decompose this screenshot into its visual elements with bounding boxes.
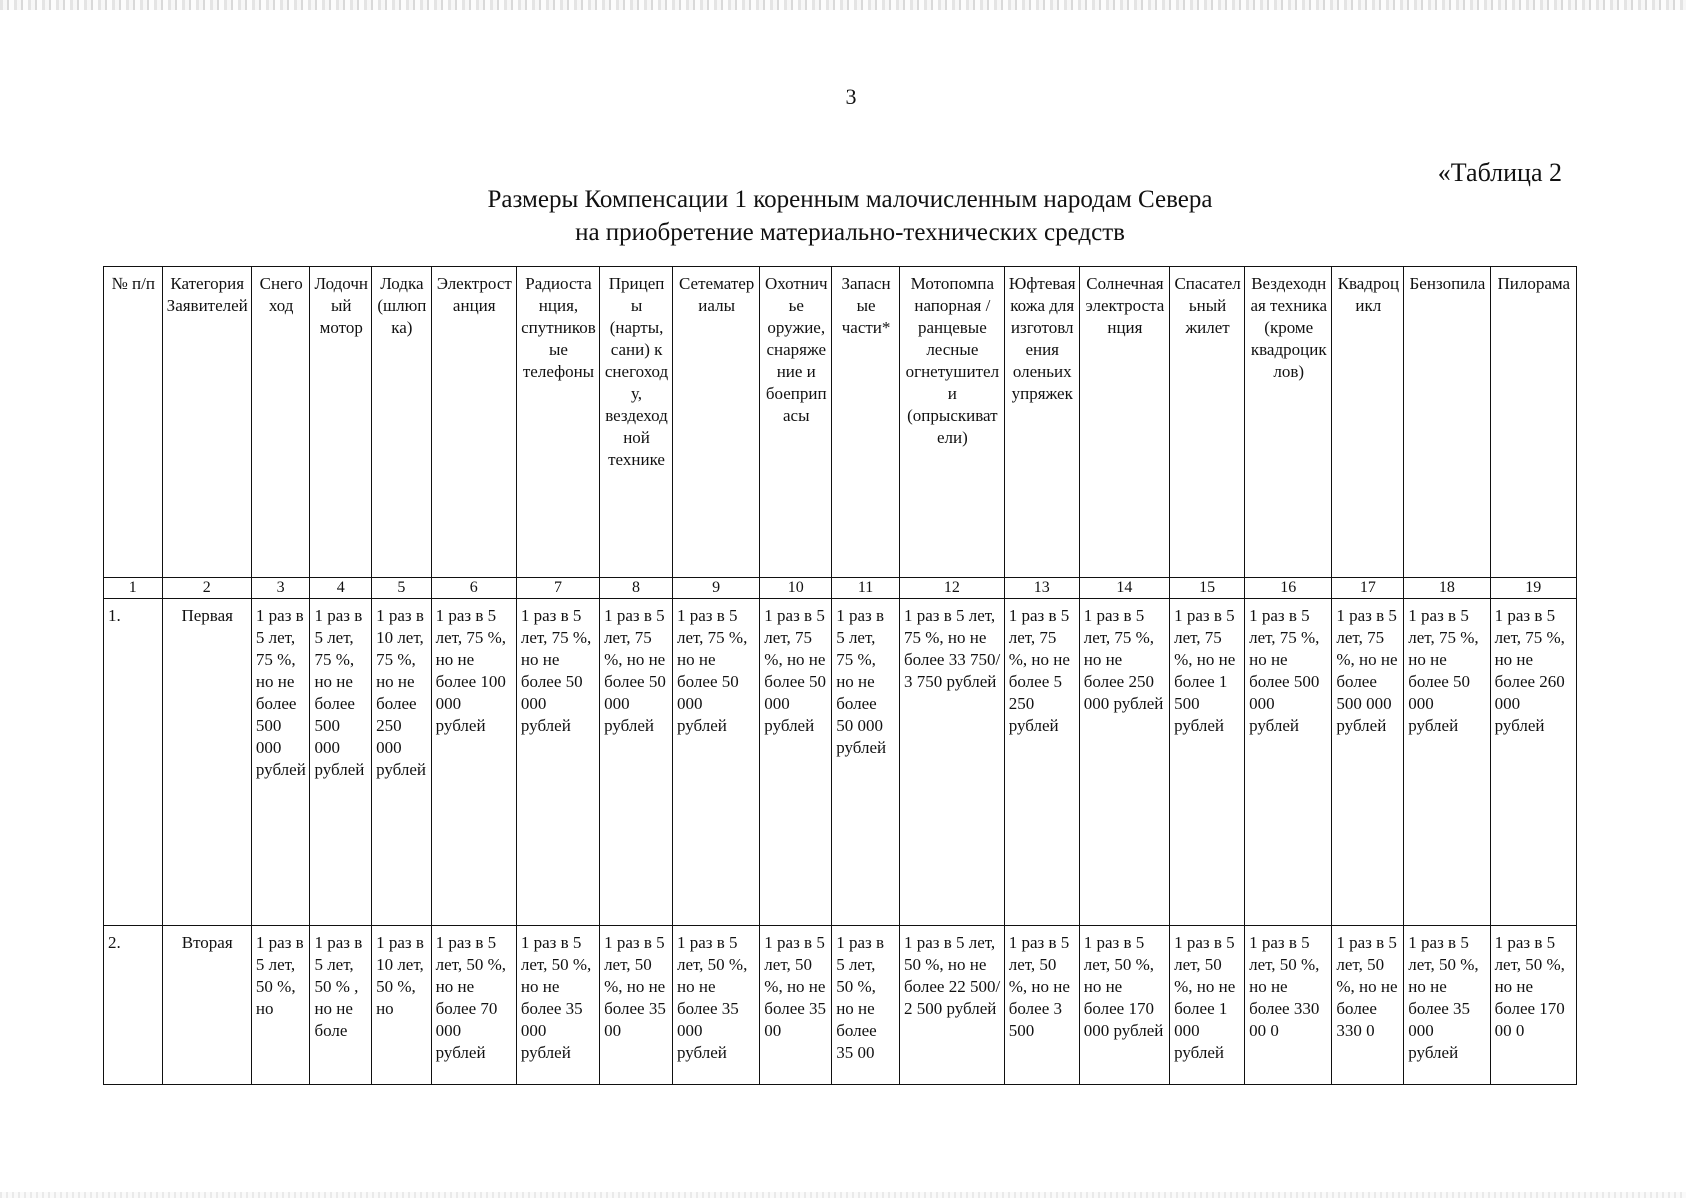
table-cell: 1 раз в 5 лет, 50 %, но не более 35 000 рублей: [1404, 926, 1490, 1085]
table-row: [104, 926, 1577, 1085]
header-cell: Снегоход: [251, 267, 310, 578]
header-cell: Запасные части*: [832, 267, 900, 578]
table-cell: 1 раз в 10 лет, 50 %, но: [372, 926, 432, 1085]
column-number-cell: 13: [1004, 578, 1079, 599]
header-cell: Лодочный мотор: [310, 267, 372, 578]
header-cell: Бензопила: [1404, 267, 1490, 578]
document-title-line-2: на приобретение материально-технических средств: [575, 219, 1125, 246]
header-cell: Спасательный жилет: [1170, 267, 1245, 578]
column-number-cell: 18: [1404, 578, 1490, 599]
column-number-cell: 9: [673, 578, 760, 599]
row-category: Первая: [162, 599, 251, 926]
table-cell: 1 раз в 5 лет, 75 %, но не более 50 000 рублей: [673, 599, 760, 926]
table-cell: 1 раз в 5 лет, 75 %, но не более 500 000 рублей: [251, 599, 310, 926]
table-cell: 1 раз в 5 лет, 75 %, но не более 500 000 рублей: [1332, 599, 1404, 926]
header-cell: Пилорама: [1490, 267, 1576, 578]
column-number-cell: 4: [310, 578, 372, 599]
table-header-row: [104, 267, 1577, 578]
table-cell: 1 раз в 5 лет, 50 %, но не более 170 00 0: [1490, 926, 1576, 1085]
header-cell: Мотопомпа напорная /ранцевые лесные огнетушители (опрыскиватели): [899, 267, 1004, 578]
row-number: 2.: [104, 926, 163, 1085]
header-cell: Квадроцикл: [1332, 267, 1404, 578]
table-cell: 1 раз в 5 лет, 75 %, но не более 1 500 рублей: [1170, 599, 1245, 926]
row-category: Вторая: [162, 926, 251, 1085]
table-cell: 1 раз в 5 лет, 50 % , но не боле: [310, 926, 372, 1085]
column-number-cell: 15: [1170, 578, 1245, 599]
column-number-cell: 7: [516, 578, 599, 599]
table-cell: 1 раз в 5 лет, 50 %, но не более 330 0: [1332, 926, 1404, 1085]
table-cell: 1 раз в 5 лет, 75 %, но не более 33 750/ 3 750 рублей: [899, 599, 1004, 926]
header-cell: Категория Заявителей: [162, 267, 251, 578]
column-number-cell: 16: [1245, 578, 1332, 599]
row-number: 1.: [104, 599, 163, 926]
table-cell: 1 раз в 5 лет, 50 %, но не более 35 000 рублей: [516, 926, 599, 1085]
table-cell: 1 раз в 5 лет, 50 %, но: [251, 926, 310, 1085]
table-cell: 1 раз в 5 лет, 75 %, но не более 5 250 рублей: [1004, 599, 1079, 926]
table-cell: 1 раз в 5 лет, 50 %, но не более 3 500: [1004, 926, 1079, 1085]
table-cell: 1 раз в 5 лет, 50 %, но не более 1 000 рублей: [1170, 926, 1245, 1085]
header-cell: Вездеходная техника (кроме квадроциклов): [1245, 267, 1332, 578]
table-cell: 1 раз в 5 лет, 75 %, но не более 50 000 рублей: [832, 599, 900, 926]
header-cell: Охотничье оружие, снаряжение и боеприпасы: [760, 267, 832, 578]
table-cell: 1 раз в 5 лет, 75 %, но не более 100 000 рублей: [431, 599, 516, 926]
table-cell: 1 раз в 5 лет, 50 %, но не более 35 000 рублей: [673, 926, 760, 1085]
table-cell: 1 раз в 5 лет, 50 %, но не более 70 000 рублей: [431, 926, 516, 1085]
scan-edge-bottom: [0, 1192, 1686, 1198]
header-cell: Сетематериалы: [673, 267, 760, 578]
header-cell: Радиостанция, спутниковые телефоны: [516, 267, 599, 578]
document-title-line-1: Размеры Компенсации 1 коренным малочисленным народам Севера: [487, 186, 1213, 213]
table-cell: 1 раз в 5 лет, 75 %, но не более 250 000 рублей: [1079, 599, 1169, 926]
column-number-cell: 14: [1079, 578, 1169, 599]
column-number-cell: 1: [104, 578, 163, 599]
column-number-cell: 2: [162, 578, 251, 599]
header-cell: № п/п: [104, 267, 163, 578]
column-number-cell: 10: [760, 578, 832, 599]
header-cell: Юфтевая кожа для изготовления оленьих упряжек: [1004, 267, 1079, 578]
table-cell: 1 раз в 5 лет, 75 %, но не более 500 000 рублей: [1245, 599, 1332, 926]
table-cell: 1 раз в 5 лет, 75 %, но не более 50 000 рублей: [600, 599, 673, 926]
table-cell: 1 раз в 5 лет, 50 %, но не более 170 000 рублей: [1079, 926, 1169, 1085]
header-cell: Солнечная электростанция: [1079, 267, 1169, 578]
table-cell: 1 раз в 5 лет, 50 %, но не более 330 00 0: [1245, 926, 1332, 1085]
column-number-cell: 3: [251, 578, 310, 599]
header-cell: Прицепы (нарты, сани) к снегоходу, вездеходной технике: [600, 267, 673, 578]
column-number-cell: 17: [1332, 578, 1404, 599]
table-label: «Таблица 2: [1437, 158, 1562, 187]
compensation-table: [103, 266, 1577, 1085]
column-number-cell: 11: [832, 578, 900, 599]
column-number-cell: 6: [431, 578, 516, 599]
table-cell: 1 раз в 5 лет, 50 %, но не более 35 00: [760, 926, 832, 1085]
column-number-cell: 19: [1490, 578, 1576, 599]
table-cell: 1 раз в 5 лет, 50 %, но не более 35 00: [832, 926, 900, 1085]
table-row: [104, 599, 1577, 926]
table-cell: 1 раз в 5 лет, 75 %, но не более 50 000 рублей: [1404, 599, 1490, 926]
document-title: [300, 183, 1400, 249]
header-cell: Лодка (шлюпка): [372, 267, 432, 578]
table-cell: 1 раз в 5 лет, 75 %, но не более 50 000 рублей: [760, 599, 832, 926]
table-cell: 1 раз в 5 лет, 75 %, но не более 260 000 рублей: [1490, 599, 1576, 926]
page-number: 3: [845, 84, 857, 109]
scan-edge-top: [0, 0, 1686, 10]
header-cell: Электростанция: [431, 267, 516, 578]
column-number-cell: 8: [600, 578, 673, 599]
table-cell: 1 раз в 5 лет, 75 %, но не более 500 000 рублей: [310, 599, 372, 926]
column-number-cell: 12: [899, 578, 1004, 599]
column-number-row: [104, 578, 1577, 599]
table-cell: 1 раз в 5 лет, 50 %, но не более 22 500/ 2 500 рублей: [899, 926, 1004, 1085]
column-number-cell: 5: [372, 578, 432, 599]
table-cell: 1 раз в 5 лет, 75 %, но не более 50 000 рублей: [516, 599, 599, 926]
table-cell: 1 раз в 10 лет, 75 %, но не более 250 000 рублей: [372, 599, 432, 926]
table-cell: 1 раз в 5 лет, 50 %, но не более 35 00: [600, 926, 673, 1085]
